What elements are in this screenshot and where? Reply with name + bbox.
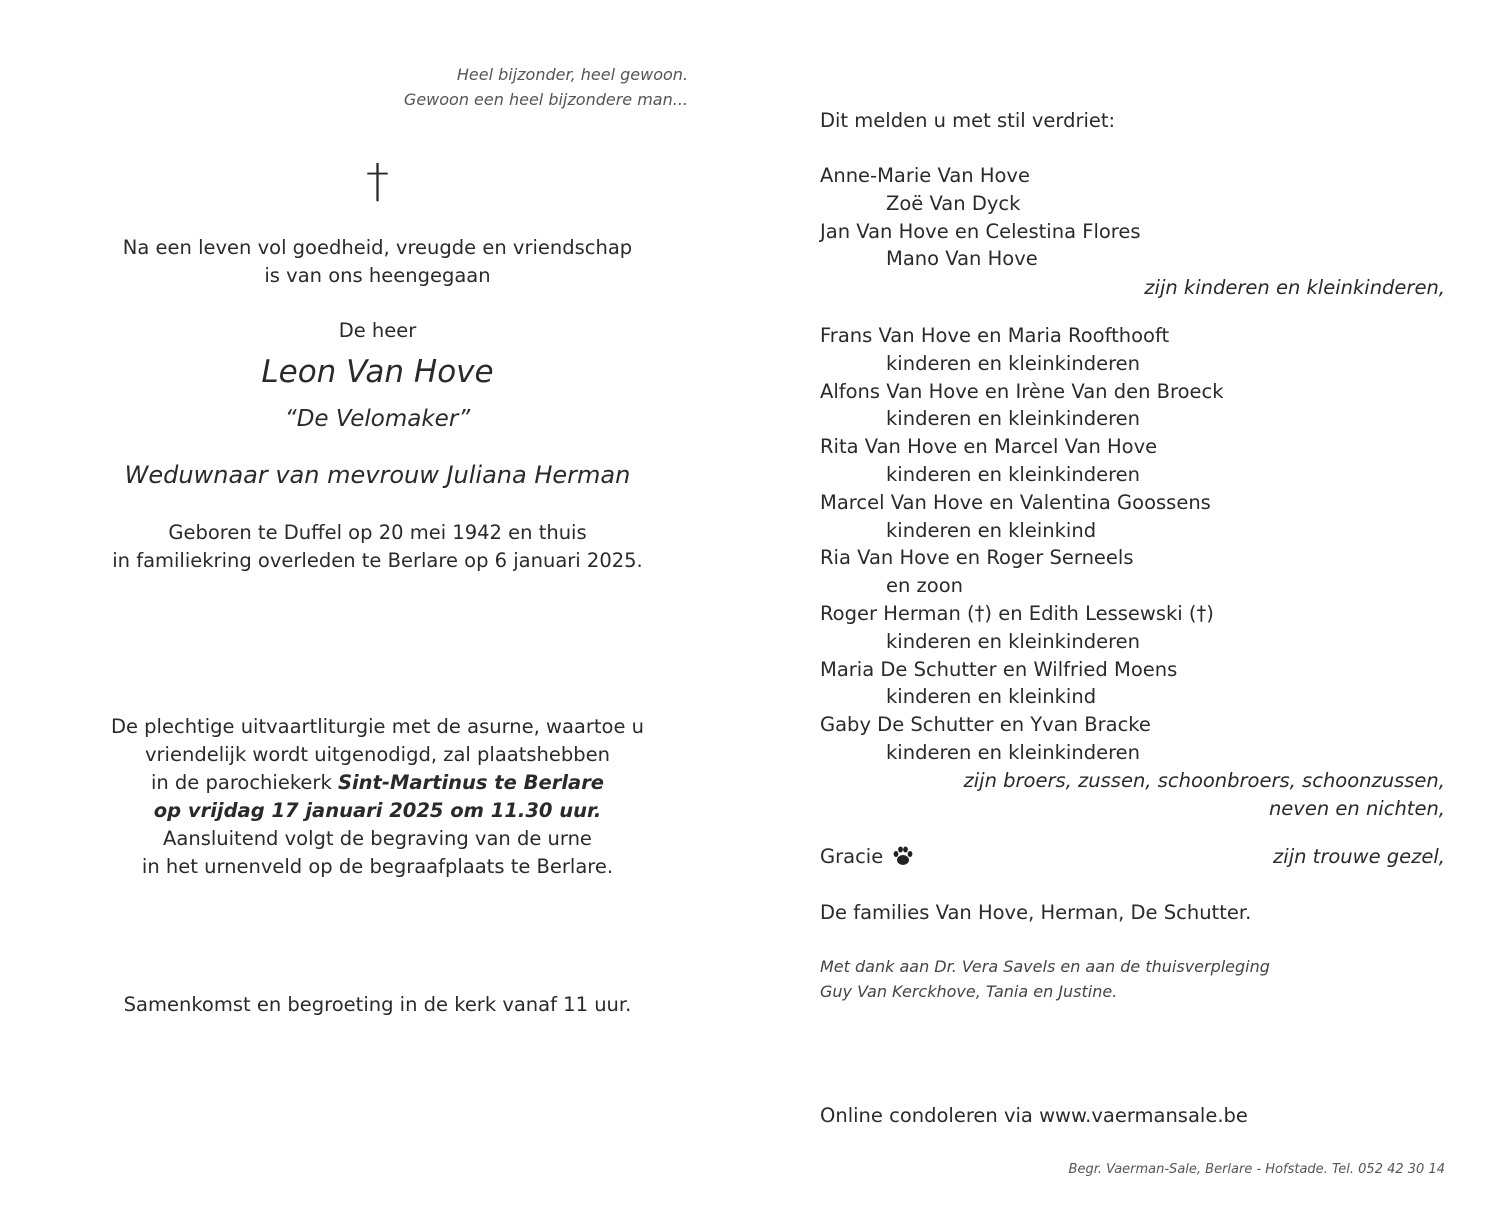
families-text: De families Van Hove, Herman, De Schutter. [820,901,1252,924]
relative-name: Anne-Marie Van Hove [820,164,1030,187]
relative-subline: en zoon [886,574,964,598]
relative-name: Marcel Van Hove en Valentina Goossens [820,490,1211,514]
funeral-line [70,769,685,797]
relative-name: Rita Van Hove en Marcel Van Hove [820,435,1158,459]
relative-subline: kinderen en kleinkinderen [886,629,1141,653]
intro-line: Na een leven vol goedheid, vreugde en vriendschap [122,236,633,259]
relative-subline: kinderen en kleinkinderen [886,351,1141,375]
funeral-line: vriendelijk wordt uitgenodigd, zal plaatshebben [144,743,611,766]
siblings-list [820,322,1445,767]
funeral-line: in het urnenveld op de begraafplaats te Berlare. [141,855,614,878]
funeral-line: Aansluitend volgt de begraving van de urne [163,827,592,850]
relative-subline: kinderen en kleinkinderen [886,462,1141,486]
relative-name: Jan Van Hove en Celestina Flores [820,219,1141,243]
birth-death-text [70,519,685,575]
church-name: Sint-Martinus te Berlare [337,771,605,794]
relative-subline: kinderen en kleinkind [886,685,1097,709]
intro-line: is van ons heengegaan [264,264,491,287]
relative-subline: Zoë Van Dyck [886,191,1021,215]
thanks-text [820,954,1270,1004]
relative-subline: kinderen en kleinkinderen [886,740,1141,764]
relative-subline: kinderen en kleinkinderen [886,407,1141,431]
nickname: “De Velomaker” [284,406,471,432]
siblings-caption [820,767,1445,823]
intro-text [70,234,685,290]
thanks-line: Met dank aan Dr. Vera Savels en aan de thuisverpleging [820,957,1270,976]
siblings-caption-line: neven en nichten, [1268,796,1445,820]
undertaker-footer: Begr. Vaerman-Sale, Berlare - Hofstade. Tel. 052 42 30 14 [1068,1162,1445,1177]
children-caption: zijn kinderen en kleinkinderen, [1144,276,1445,299]
funeral-line: De plechtige uitvaartliturgie met de asurne, waartoe u [110,715,645,738]
relative-name: Gaby De Schutter en Yvan Bracke [820,713,1151,737]
motto [288,62,688,112]
funeral-date: op vrijdag 17 januari 2025 om 11.30 uur. [153,799,602,822]
relative-name: Roger Herman (†) en Edith Lessewski (†) [820,601,1214,625]
pet-caption: zijn trouwe gezel, [1273,845,1445,868]
relative-subline: Mano Van Hove [886,247,1038,271]
relative-name: Maria De Schutter en Wilfried Moens [820,657,1178,681]
motto-line: Heel bijzonder, heel gewoon. [456,65,688,84]
motto-line: Gewoon een heel bijzondere man... [403,90,688,109]
children-list [820,162,1445,273]
right-page [820,0,1445,1214]
online-condolence-text: Online condoleren via www.vaermansale.be [820,1104,1248,1127]
relative-name: Ria Van Hove en Roger Serneels [820,546,1134,570]
honorific: De heer [338,319,417,342]
meeting-text: Samenkomst en begroeting in de kerk vanaf 11 uur. [123,993,632,1016]
deceased-name: Leon Van Hove [261,354,494,390]
relative-name: Frans Van Hove en Maria Roofthooft [820,324,1170,347]
relative-name: Alfons Van Hove en Irène Van den Broeck [820,379,1224,403]
born-line: in familiekring overleden te Berlare op 6 januari 2025. [112,549,643,572]
thanks-line: Guy Van Kerckhove, Tania en Justine. [820,982,1118,1001]
funeral-text [70,713,685,881]
announce-text: Dit melden u met stil verdriet: [820,109,1116,132]
relative-subline: kinderen en kleinkind [886,518,1097,542]
born-line: Geboren te Duffel op 20 mei 1942 en thuis [168,521,587,544]
pet-name: Gracie [820,845,884,868]
siblings-caption-line: zijn broers, zussen, schoonbroers, schoonzussen, [963,769,1445,792]
widower-line: Weduwnaar van mevrouw Juliana Herman [124,461,631,489]
funeral-line-prefix: in de parochiekerk [150,771,338,794]
cross-icon: † [366,154,389,208]
